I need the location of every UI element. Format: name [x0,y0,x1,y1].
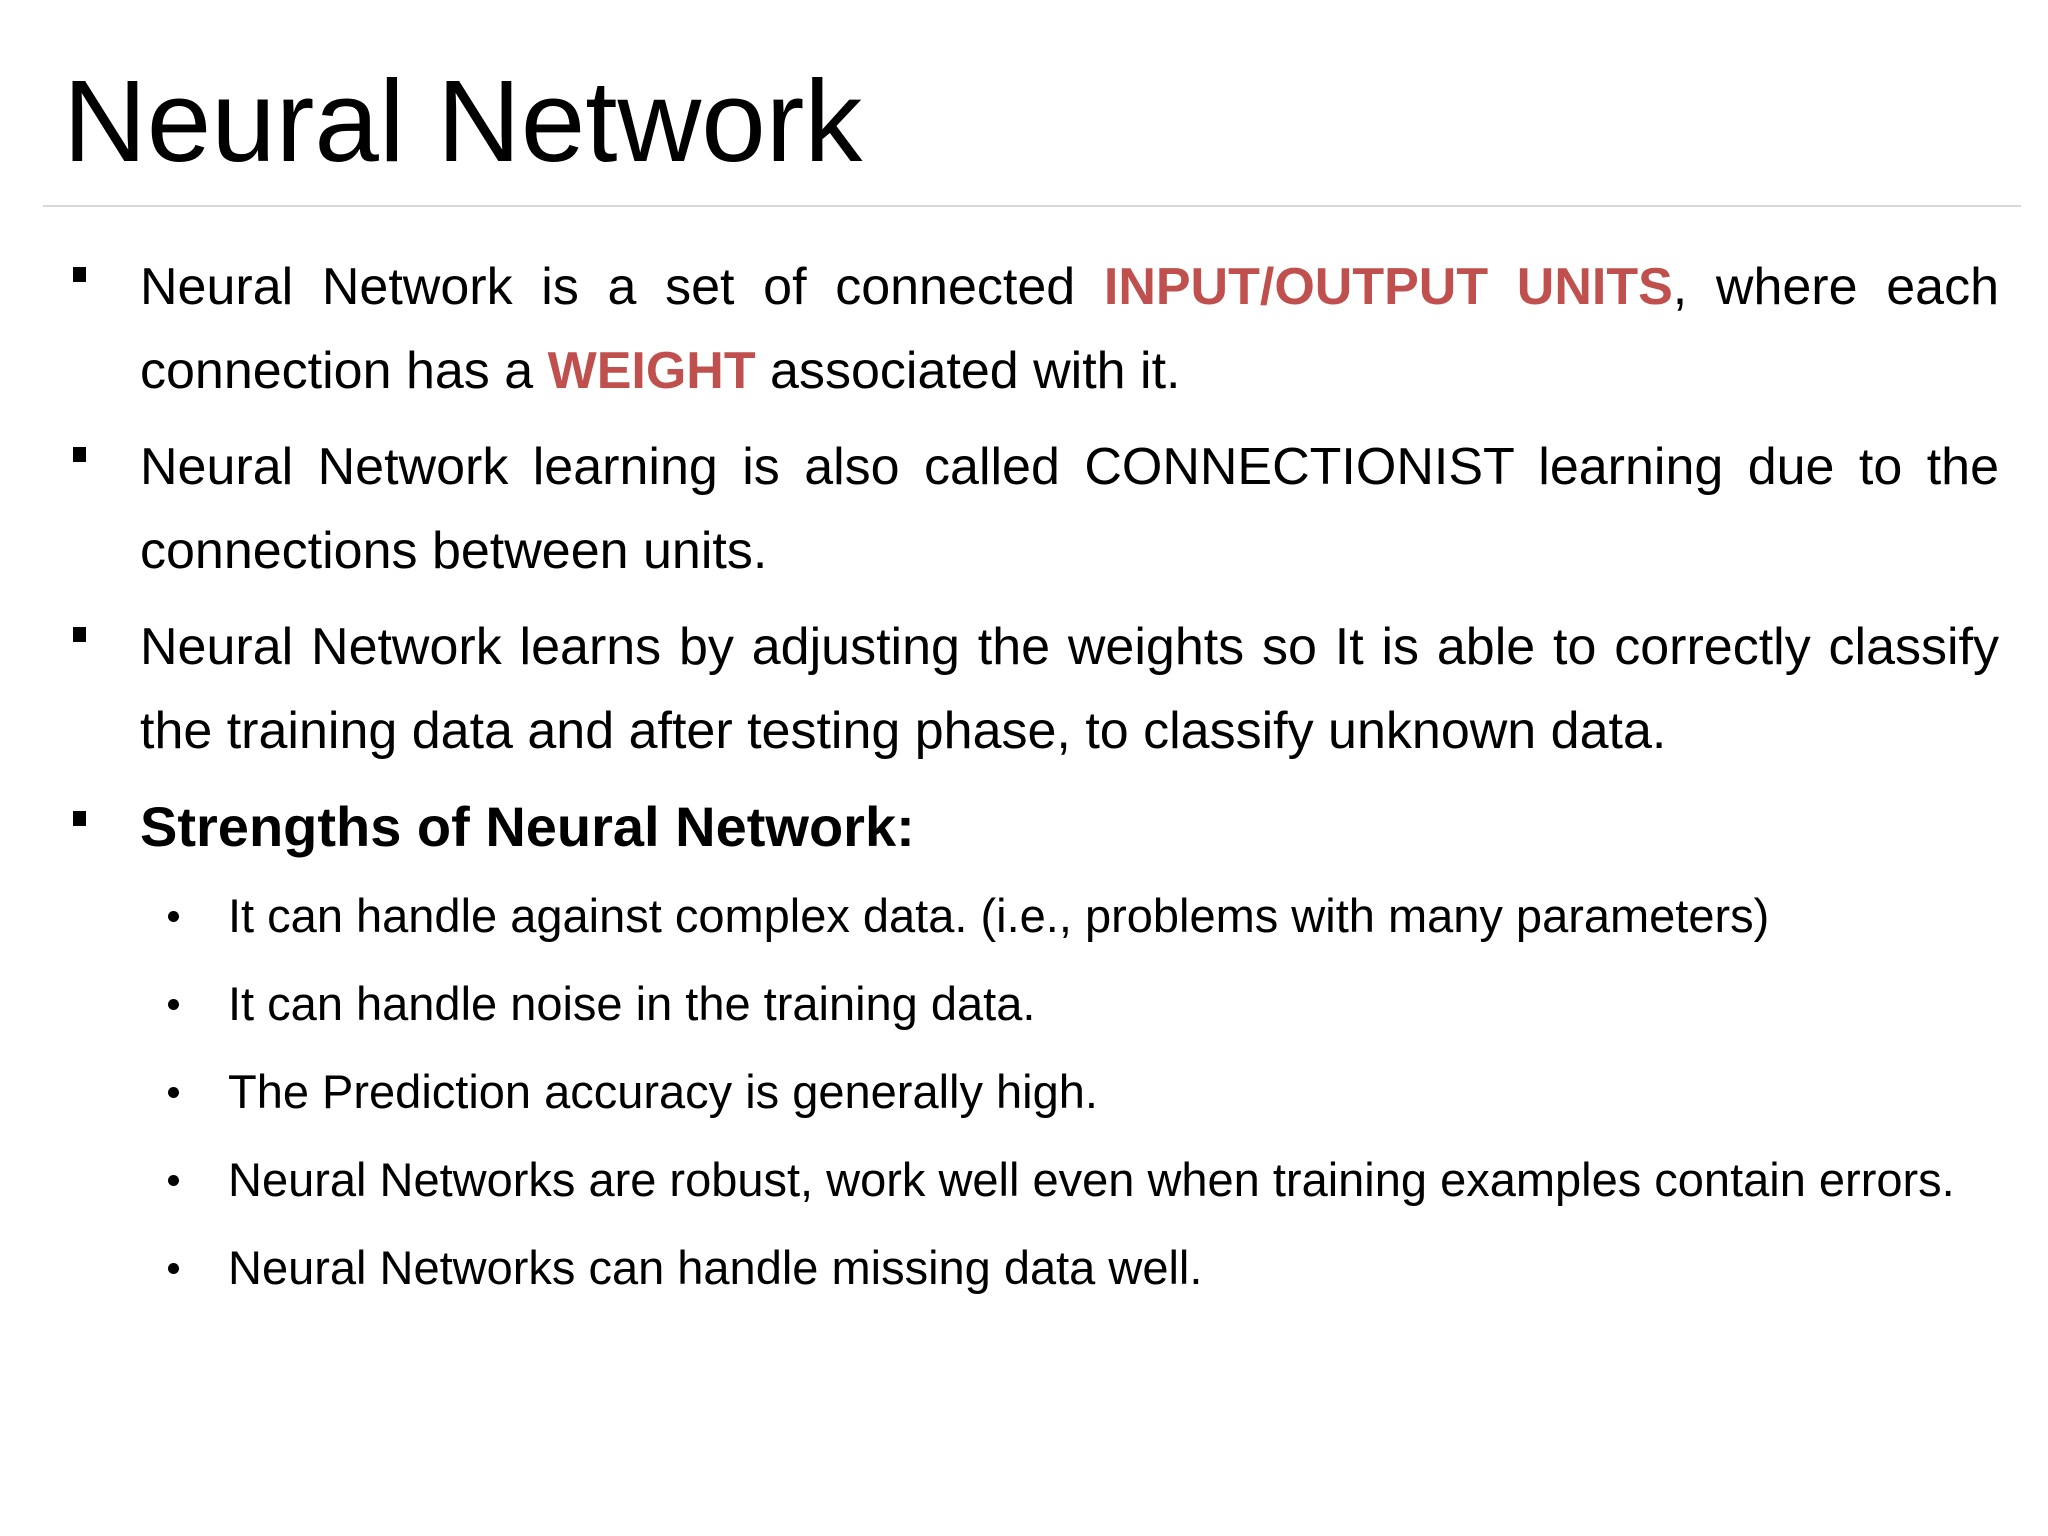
strength-text: Neural Networks are robust, work well even when training examples contain errors. [228,1153,1955,1206]
round-bullet-icon [168,999,179,1010]
bullet-learning [70,605,1999,773]
strength-item [70,1229,1999,1307]
bullet-text-pre: Neural Network is a set of connected [140,258,1104,316]
bullet-text-mid: , where each connection has a [140,258,1999,400]
bullet-text: Neural Network learning is also called CONNECTIONIST learning due to the connections between units. [140,438,1999,580]
bullet-connectionist [70,425,1999,593]
bullet-text-post: associated with it. [755,342,1181,400]
title-divider [43,205,2021,207]
strength-item [70,1141,1999,1219]
square-bullet-icon [73,811,86,826]
strength-text: It can handle noise in the training data. [228,977,1036,1030]
strengths-heading-text: Strengths of Neural Network: [140,795,915,858]
strength-text: Neural Networks can handle missing data well. [228,1241,1203,1294]
round-bullet-icon [168,1087,179,1098]
slide-title: Neural Network [63,56,863,186]
bullet-strengths-heading [70,785,1999,869]
strength-item [70,965,1999,1043]
strength-text: It can handle against complex data. (i.e., problems with many parameters) [228,889,1770,942]
square-bullet-icon [73,627,86,642]
strength-item [70,1053,1999,1131]
slide-content [70,245,1999,1317]
round-bullet-icon [168,1263,179,1274]
strength-text: The Prediction accuracy is generally high. [228,1065,1098,1118]
round-bullet-icon [168,911,179,922]
highlight-io-units: INPUT/OUTPUT UNITS [1103,258,1673,316]
square-bullet-icon [73,447,86,462]
strengths-list [70,877,1999,1307]
round-bullet-icon [168,1175,179,1186]
bullet-text: Neural Network learns by adjusting the weights so It is able to correctly classify the training data and after testing phase, to classify unknown data. [140,618,1999,760]
square-bullet-icon [73,267,86,282]
strength-item [70,877,1999,955]
bullet-io-units [70,245,1999,413]
highlight-weight: WEIGHT [547,342,756,400]
